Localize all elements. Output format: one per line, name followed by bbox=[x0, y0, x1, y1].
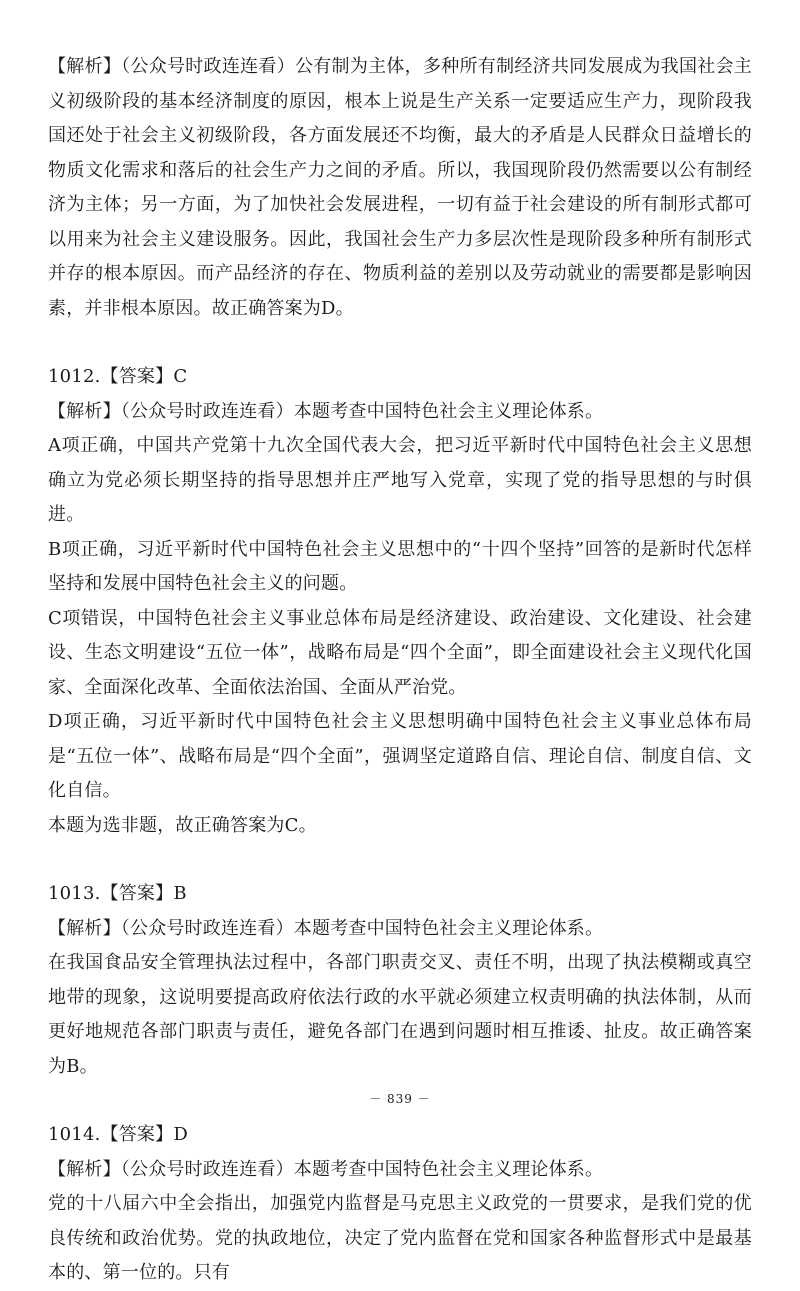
q1012-option-b: B项正确，习近平新时代中国特色社会主义思想中的“十四个坚持”回答的是新时代怎样坚持和发展中国特色社会主义的问题。 bbox=[48, 538, 752, 594]
q1013-body: 在我国食品安全管理执法过程中，各部门职责交叉、责任不明，出现了执法模糊或真空地带的现象，这说明要提高政府依法行政的水平就必须建立权责明确的执法体制，从而更好地规范各部门职责与责任，避免各部门在遇到问题时相互推诿、扯皮。故正确答案为B。 bbox=[48, 952, 752, 1077]
q1012-answer: 1012.【答案】C bbox=[48, 366, 188, 387]
q1013-answer: 1013.【答案】B bbox=[48, 883, 187, 904]
q1012-conclusion: 本题为选非题，故正确答案为C。 bbox=[48, 814, 317, 836]
q1014-answer: 1014.【答案】D bbox=[48, 1124, 188, 1145]
q1014-analysis-header: 【解析】（公众号时政连连看）本题考查中国特色社会主义理论体系。 bbox=[48, 1158, 604, 1180]
page-number: － 839 － bbox=[369, 1092, 431, 1106]
q1012-option-c: C项错误，中国特色社会主义事业总体布局是经济建设、政治建设、文化建设、社会建设、生态文明建设“五位一体”，战略布局是“四个全面”，即全面建设社会主义现代化国家、全面深化改革、全面依法治国、全面从严治党。 bbox=[48, 607, 752, 698]
q1012-analysis-header: 【解析】（公众号时政连连看）本题考查中国特色社会主义理论体系。 bbox=[48, 400, 604, 422]
q1012-option-d: D项正确，习近平新时代中国特色社会主义思想明确中国特色社会主义事业总体布局是“五位一体”、战略布局是“四个全面”，强调坚定道路自信、理论自信、制度自信、文化自信。 bbox=[48, 711, 752, 801]
q1014-body: 党的十八届六中全会指出，加强党内监督是马克思主义政党的一贯要求，是我们党的优良传统和政治优势。党的执政地位，决定了党内监督在党和国家各种监督形式中是最基本的、第一位的。只有 bbox=[48, 1193, 752, 1283]
spacer bbox=[48, 326, 752, 360]
intro-analysis-paragraph: 【解析】（公众号时政连连看）公有制为主体，多种所有制经济共同发展成为我国社会主义初级阶段的基本经济制度的原因，根本上说是生产关系一定要适应生产力，现阶段我国还处于社会主义初级阶段，各方面发展还不均衡，最大的矛盾是人民群众日益增长的物质文化需求和落后的社会生产力之间的矛盾。所以，我国现阶段仍然需要以公有制经济为主体；另一方面，为了加快社会发展进程，一切有益于社会建设的所有制形式都可以用来为社会主义建设服务。因此，我国社会生产力多层次性是现阶段多种所有制形式并存的根本原因。而产品经济的存在、物质利益的差别以及劳动就业的需要都是影响因素，并非根本原因。故正确答案为D。 bbox=[48, 56, 752, 319]
q1013-analysis-header: 【解析】（公众号时政连连看）本题考查中国特色社会主义理论体系。 bbox=[48, 917, 604, 939]
q1012-option-a: A项正确，中国共产党第十九次全国代表大会，把习近平新时代中国特色社会主义思想确立为党必须长期坚持的指导思想并庄严地写入党章，实现了党的指导思想的与时俱进。 bbox=[48, 435, 752, 525]
spacer bbox=[48, 843, 752, 877]
